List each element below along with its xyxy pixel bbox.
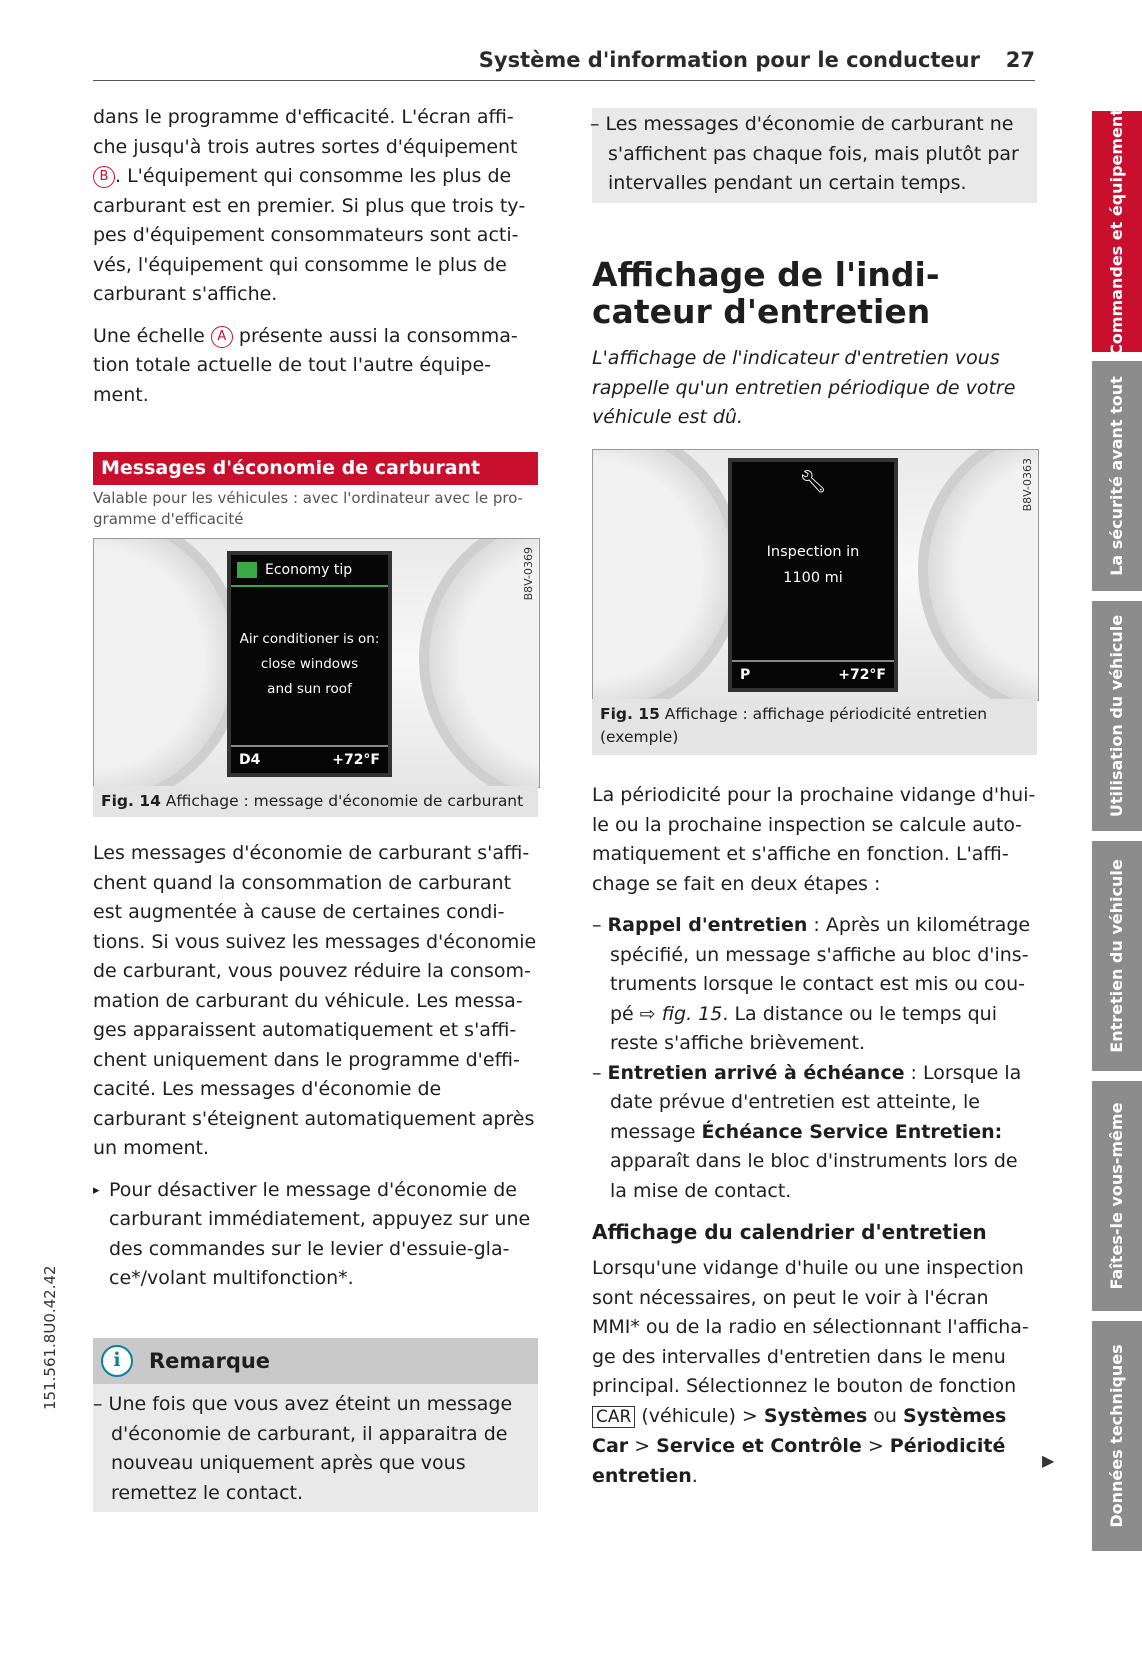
right-body [592,781,1037,1491]
figure-15-cluster [592,449,1039,701]
marker-a-icon: A [211,326,233,348]
tab-entretien[interactable]: Entretien du véhicule [1092,841,1142,1071]
list-item-reminder: – Rappel d'entretien : Après un kilométrage spécifié, un message s'affiche au bloc d'instruments lorsque le contact est mis ou coupé ⇨ fig. 15. La distance ou le temps qui reste s'affiche brièvement. [592,914,1031,1054]
fig14-caption [93,786,538,817]
eco-leaf-icon [237,562,257,578]
fig14-line-2: close windows [260,656,359,672]
left-intro [93,103,538,410]
instruction: ▸ Pour désactiver le message d'économie de carburant immédiatement, appuyez sur une des commandes sur le levier d'essuie-glace*/volant multifonction*. [93,1176,538,1294]
left-para-2: Une échelle A présente aussi la consommation totale actuelle de tout l'autre équipement. [93,324,518,406]
fig14-temp: +72°F [332,752,380,768]
section-heading-maintenance: Affichage de l'indicateur d'entretien [592,255,940,331]
fig14-screen-title-row [231,555,388,587]
subheading-calendar: Affichage du calendrier d'entretien [592,1220,987,1244]
fig15-code: B8V-0363 [1021,458,1034,512]
note-continued: – Les messages d'économie de carburant ne s'affichent pas chaque fois, mais plutôt par intervalles pendant un certain temps. [592,108,1037,203]
continue-arrow-icon: ▶ [1042,1451,1055,1470]
wrench-icon: 🔧︎ [799,470,827,495]
fig15-temp: +72°F [838,667,886,683]
info-icon: i [101,1345,133,1377]
note-header [93,1338,538,1384]
left-para-1: dans le programme d'efficacité. L'écran affiche jusqu'à trois autres sortes d'équipement B . L'équipement qui consomme les plus de carburant est en premier. Si plus que trois types d'équipement consommateurs sont activés, l'équipement qui consomme le plus de carburant s'affiche. [93,106,526,305]
car-key-label: CAR [592,1406,635,1428]
tab-commandes[interactable]: Commandes et équipement [1092,111,1142,352]
left-body [93,839,538,1294]
validity-note: Valable pour les véhicules : avec l'ordinateur avec le programme d'efficacité [93,489,523,528]
tab-securite[interactable]: La sécurité avant tout [1092,361,1142,591]
page-header-title: Système d'information pour le conducteur [478,48,980,72]
fig15-caption [592,699,1037,755]
list-item-due: – Entretien arrivé à échéance : Lorsque la date prévue d'entretien est atteinte, le message Échéance Service Entretien: apparaît dans le bloc d'instruments lors de la mise de contact. [592,1061,1022,1202]
fig15-caption-label: Fig. 15 [600,705,660,723]
fig14-caption-text: Affichage : message d'économie de carburant [165,792,524,810]
fig14-gear: D4 [239,752,261,768]
page-header [93,44,1035,81]
section-title-fuel-messages: Messages d'économie de carburant [93,452,538,485]
fig14-caption-label: Fig. 14 [101,792,161,810]
left-gauge [592,449,743,701]
fig14-line-3: and sun roof [267,681,352,697]
note-box [93,1338,538,1512]
right-para-2: Lorsqu'une vidange d'huile ou une inspection sont nécessaires, on peut le voir à l'écran MMI* ou de la radio en sélectionnant l'affichage des intervalles d'entretien dans le menu principal. Sélectionnez le bouton de fonction CAR (véhicule) > Systèmes ou Systèmes Car > Service et Contrôle > Périodicité entretien. [592,1257,1029,1487]
document-code: 151.561.8U0.42.42 [41,1265,59,1410]
fig15-line-1: Inspection in [766,544,860,560]
figure-14-cluster [93,538,540,788]
tab-faites-le[interactable]: Faîtes-le vous-même [1092,1081,1142,1311]
fig14-line-1: Air conditioner is on: [239,631,380,647]
fig14-code: B8V-0369 [522,547,535,601]
fig14-screen-title: Economy tip [265,562,353,578]
marker-b-icon: B [93,166,115,188]
fig14-message [231,627,388,702]
fig15-message [732,539,894,591]
page-number: 27 [1005,48,1035,72]
tab-donnees[interactable]: Données techniques [1092,1321,1142,1551]
intro-text: L'affichage de l'indicateur d'entretien vous rappelle qu'un entretien périodique de votre véhicule est dû. [592,347,1016,428]
right-para-1: La périodicité pour la prochaine vidange d'huile ou la prochaine inspection se calcule automatiquement et s'affiche en fonction. L'affichage se fait en deux étapes : [592,784,1036,895]
fig15-status-bar [732,660,894,688]
fig15-caption-text: Affichage : affichage périodicité entretien (exemple) [600,705,988,746]
fig14-status-bar [231,745,388,773]
right-heading-block [592,256,1037,433]
fig14-screen [227,551,392,777]
note-text: – Une fois que vous avez éteint un message d'économie de carburant, il apparaitra de nouveau uniquement après que vous remettez le contact. [93,1393,513,1504]
fig15-line-2: 1100 mi [783,570,843,586]
tab-utilisation[interactable]: Utilisation du véhicule [1092,601,1142,831]
note-title: Remarque [149,1349,271,1373]
fig15-gear: P [740,667,751,683]
left-para-3: Les messages d'économie de carburant s'affichent quand la consommation de carburant est augmentée à cause de certaines conditions. Si vous suivez les messages d'économie de carburant, vous pouvez réduire la consommation de carburant du véhicule. Les messages apparaissent automatiquement et s'affichent uniquement dans le programme d'efficacité. Les messages d'économie de carburant s'éteignent automatiquement après un moment. [93,842,537,1159]
fig15-screen [728,458,898,692]
fig-reference-link[interactable]: fig. 15 [661,1002,723,1025]
left-gauge [93,538,244,788]
bullet-arrow-icon: ▸ [93,1182,100,1198]
